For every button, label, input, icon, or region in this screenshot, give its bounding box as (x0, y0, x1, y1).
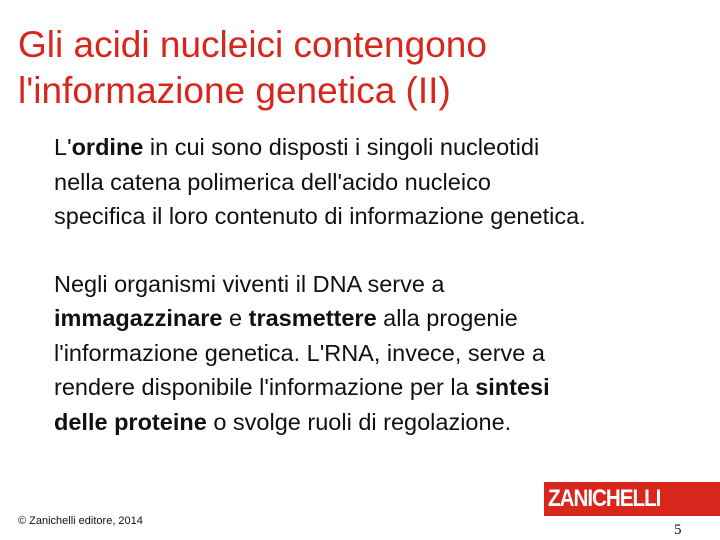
slide-title-line-2: l'informazione genetica (II) (18, 70, 451, 111)
text-segment: rendere disponibile l'informazione per la (54, 374, 476, 400)
paragraph-dna-rna (54, 267, 704, 440)
paragraph-dna-rna-line-4 (54, 370, 704, 405)
slide-body (54, 130, 704, 439)
text-segment: in cui sono disposti i singoli nucleotidi (143, 134, 540, 160)
zanichelli-logo (544, 482, 720, 516)
slide-title-line-1: Gli acidi nucleici contengono (18, 24, 487, 65)
bold-term-trasmettere: trasmettere (248, 305, 377, 331)
paragraph-dna-rna-line-2 (54, 301, 704, 336)
paragraph-dna-rna-line-1: Negli organismi viventi il DNA serve a (54, 270, 445, 297)
paragraph-dna-rna-line-5 (54, 405, 704, 440)
paragraph-dna-rna-line-3: l'informazione genetica. L'RNA, invece, serve a (54, 339, 545, 366)
text-segment: L' (54, 134, 72, 160)
bold-term-immagazzinare: immagazzinare (54, 305, 223, 331)
zanichelli-logo-text: ZANICHELLI (548, 485, 661, 512)
text-segment: alla progenie (376, 305, 518, 331)
slide-title (18, 22, 708, 114)
copyright-notice: © Zanichelli editore, 2014 (18, 515, 143, 527)
bold-term-ordine: ordine (71, 134, 144, 160)
paragraph-ordine-line-1 (54, 130, 704, 165)
text-segment: e (222, 305, 249, 331)
bold-term-delle-proteine: delle proteine (54, 408, 207, 435)
paragraph-ordine-line-3: specifica il loro contenuto di informazione genetica. (54, 203, 586, 229)
text-segment: o svolge ruoli di regolazione. (206, 408, 512, 435)
paragraph-ordine (54, 130, 704, 234)
page-number: 5 (674, 522, 682, 538)
paragraph-ordine-line-2: nella catena polimerica dell'acido nucleico (54, 168, 491, 195)
bold-term-sintesi: sintesi (475, 374, 550, 400)
